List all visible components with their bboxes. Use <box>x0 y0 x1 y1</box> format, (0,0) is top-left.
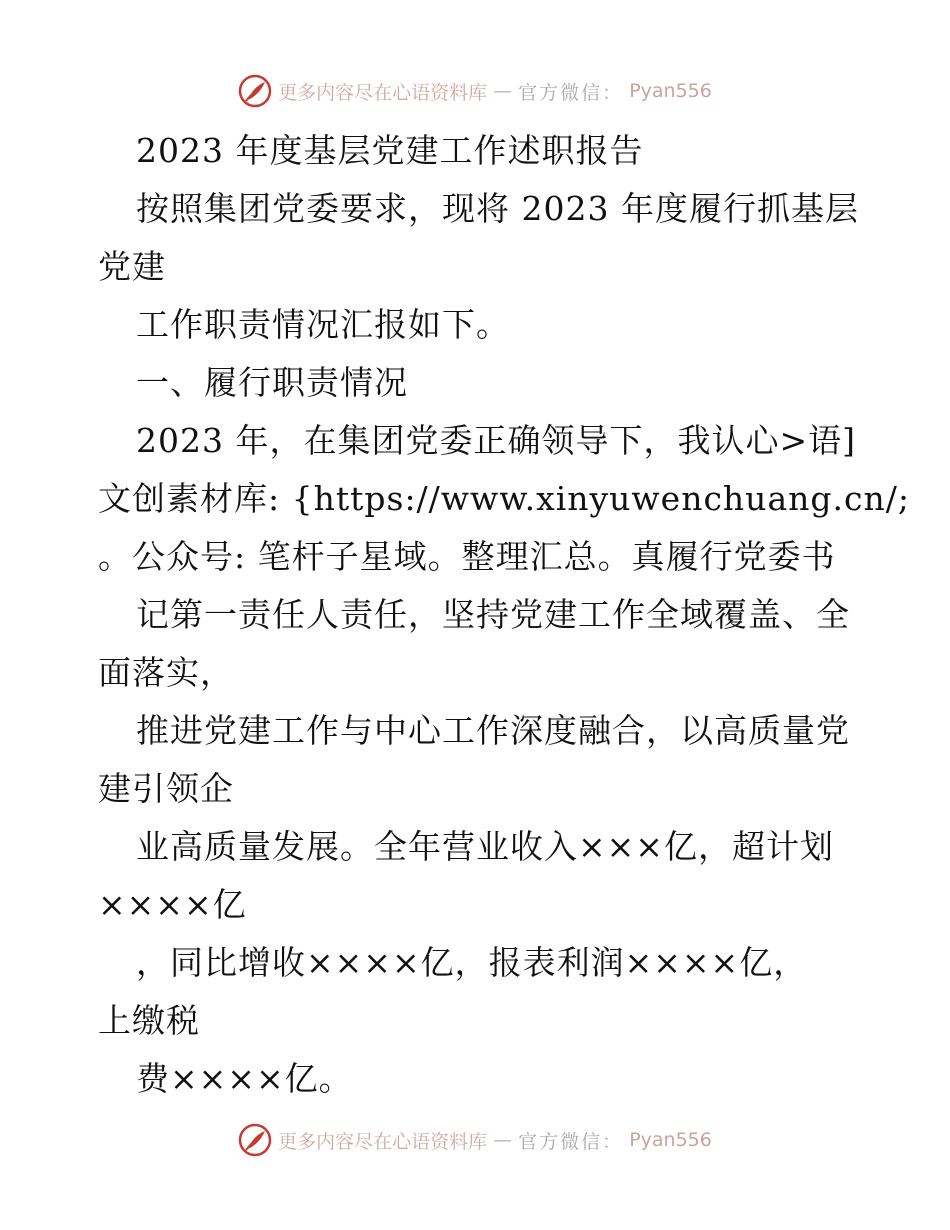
paragraph-line: 。公众号: 笔杆子星域。整理汇总。真履行党委书 <box>98 537 836 576</box>
paragraph-line: 业高质量发展。全年营业收入×××亿，超计划 <box>136 827 834 866</box>
paragraph-line: 按照集团党委要求，现将 2023 年度履行抓基层 <box>136 189 859 228</box>
watermark-dash: — <box>493 1129 513 1151</box>
paragraph-line: 推进党建工作与中心工作深度融合，以高质量党 <box>136 711 850 750</box>
watermark-main-text: 更多内容尽在心语资料库 <box>278 81 488 104</box>
paragraph-line: 建引领企 <box>98 769 234 808</box>
header-watermark <box>0 74 950 108</box>
watermark-wechat-id: Pyan556 <box>629 1129 712 1151</box>
footer-watermark <box>0 1123 950 1157</box>
paragraph-line: 面落实， <box>98 653 234 692</box>
document-body <box>98 122 910 1108</box>
watermark-wechat-id: Pyan556 <box>629 80 712 102</box>
watermark-official-label: 官方微信： <box>518 81 624 104</box>
paragraph-line: 文创素材库: {https://www.xinyuwenchuang.cn/; <box>98 479 910 518</box>
watermark-official-label: 官方微信： <box>518 1130 624 1153</box>
section-heading: 一、履行职责情况 <box>136 363 408 402</box>
paragraph-line: 工作职责情况汇报如下。 <box>136 305 510 344</box>
document-title: 2023 年度基层党建工作述职报告 <box>136 131 644 170</box>
watermark-dash: — <box>493 80 513 102</box>
paragraph-line: 记第一责任人责任，坚持党建工作全域覆盖、全 <box>136 595 850 634</box>
paragraph-line: 上缴税 <box>98 1001 200 1040</box>
feather-pen-logo-icon <box>238 74 272 108</box>
paragraph-line: ××××亿 <box>98 885 247 924</box>
feather-pen-logo-icon <box>238 1123 272 1157</box>
paragraph-line: ，同比增收××××亿，报表利润××××亿， <box>136 943 808 982</box>
paragraph-line: 2023 年，在集团党委正确领导下，我认心>语] <box>136 421 856 460</box>
paragraph-line: 费××××亿。 <box>136 1059 353 1098</box>
watermark-main-text: 更多内容尽在心语资料库 <box>278 1130 488 1153</box>
paragraph-line: 党建 <box>98 247 166 286</box>
